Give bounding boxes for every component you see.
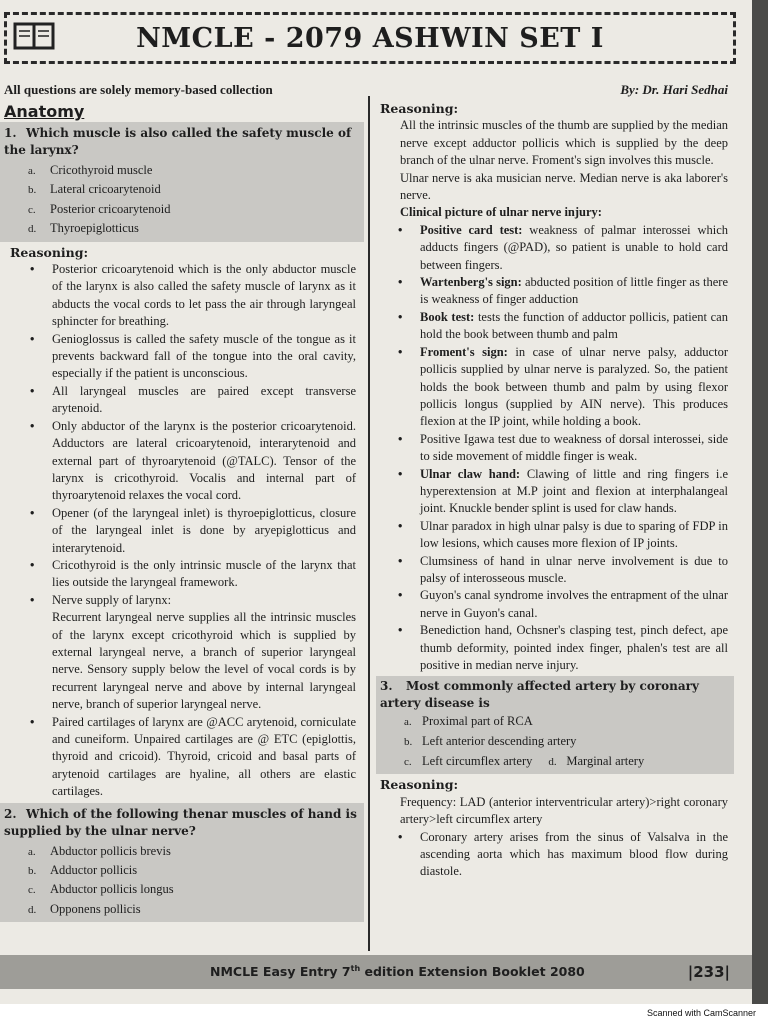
reasoning-heading: Reasoning: — [380, 101, 459, 116]
list-item: • Clumsiness of hand in ulnar nerve involvement is due to palsy of interosseous muscle. — [420, 553, 728, 588]
clinical-heading: Clinical picture of ulnar nerve injury: — [400, 205, 602, 220]
page-footer — [0, 955, 752, 989]
list-item: • Guyon's canal syndrome involves the entrapment of the ulnar nerve in Guyon's canal. — [420, 587, 728, 622]
list-item: • Wartenberg's sign: abducted position of little finger as there is weakness of finger adduction — [420, 274, 728, 309]
list-item: • Benediction hand, Ochsner's clasping test, pinch defect, ape thumb deformity, pointed index finger, phalen's test are all positive in median nerve injury. — [420, 622, 728, 674]
list-item: • Ulnar claw hand: Clawing of little and ring fingers i.e hyperextension at M.P joint and flexion at interphalangeal joint. Knuckle bender splint is used for claw hands. — [420, 466, 728, 518]
collection-note: All questions are solely memory-based collection — [4, 82, 273, 97]
reasoning-heading: Reasoning: — [10, 244, 89, 260]
option-d: d. Opponens pollicis — [28, 901, 141, 916]
page-number: |233| — [687, 963, 730, 981]
list-item: • Froment's sign: in case of ulnar nerve palsy, adductor pollicis supplied by ulnar nerve is paralyzed. So, the patient holds the book between thumb and palm by using flexor pollicis longus (supplied by AIN nerve). This produces flexion at the IP joint, while holding a book. — [420, 344, 728, 431]
coronary-list — [376, 829, 734, 881]
list-item: • Posterior cricoarytenoid which is the only abductor muscle of the larynx is also called the safety muscle of larynx as it abducts the vocal cords to let pass the air through laryngeal sphincter for breathing. — [52, 261, 356, 331]
left-column — [0, 102, 364, 922]
paragraph: Frequency: LAD (anterior interventricular artery)>right coronary artery>left circumflex artery — [400, 794, 728, 827]
question-text: 3. Most commonly affected artery by coronary artery disease is — [380, 679, 699, 711]
footer-text: NMCLE Easy Entry 7th edition Extension Booklet 2080 — [210, 964, 585, 980]
header-banner — [4, 12, 736, 64]
list-item: • Ulnar paradox in high ulnar palsy is due to sparing of FDP in low lesions, which causes more flexion of IP joints. — [420, 518, 728, 553]
option-b: b. Left anterior descending artery — [404, 734, 577, 749]
list-item: • Positive card test: weakness of palmar interossei which adducts fingers (@PAD), so patient is unable to hold card between fingers. — [420, 222, 728, 274]
column-divider — [368, 96, 370, 951]
option-c-d: c. Left circumflex artery d. Marginal artery — [404, 754, 645, 769]
nerve-supply-label: Nerve supply of larynx: — [52, 592, 172, 607]
option-a: a. Cricothyroid muscle — [28, 163, 153, 177]
question-text: 2. Which of the following thenar muscles of hand is supplied by the ulnar nerve? — [4, 806, 357, 838]
question-2 — [0, 803, 364, 923]
option-c: c. Posterior cricoarytenoid — [28, 201, 171, 216]
subheading — [4, 82, 728, 98]
list-item: • Cricothyroid is the only intrinsic muscle of the larynx that lies outside the laryngeal framework. — [52, 557, 356, 592]
option-a: a. Proximal part of RCA — [404, 714, 533, 729]
book-icon — [13, 21, 55, 51]
question-1 — [0, 122, 364, 242]
options — [380, 712, 730, 772]
paragraph: All the intrinsic muscles of the thumb are supplied by the median nerve except adductor pollicis which is supplied by the deep branch of the ulnar nerve. Froment's sign involves this muscle. — [400, 118, 728, 168]
list-item: • Coronary artery arises from the sinus of Valsalva in the ascending aorta which has maximum blood flow during diastole. — [420, 829, 728, 881]
reasoning-heading: Reasoning: — [380, 777, 459, 793]
option-b: b. Lateral cricoarytenoid — [28, 182, 161, 197]
question-text: 1. Which muscle is also called the safety muscle of the larynx? — [4, 126, 352, 157]
options — [4, 161, 360, 239]
paragraph: Ulnar nerve is aka musician nerve. Median nerve is aka laborer's nerve. — [400, 170, 728, 203]
options — [4, 842, 360, 920]
option-c: c. Abductor pollicis longus — [28, 882, 174, 897]
right-column — [376, 98, 734, 881]
clinical-list — [376, 222, 734, 675]
author: By: Dr. Hari Sedhai — [620, 82, 728, 97]
reasoning-list — [0, 261, 364, 801]
list-item — [52, 592, 356, 714]
option-d: d. Thyroepiglotticus — [28, 221, 139, 236]
list-item: • All laryngeal muscles are paired except transverse arytenoid. — [52, 383, 356, 418]
list-item: • Book test: tests the function of adductor pollicis, patient can hold the book between thumb and palm — [420, 309, 728, 344]
scanner-watermark: Scanned with CamScanner — [646, 1008, 756, 1018]
list-item: • Paired cartilages of larynx are @ACC arytenoid, corniculate and cuneiform. Unpaired cartilages are @ ETC (epiglottis, thyroid and cricoid). Thyroid, cricoid and basal parts of arytenoid cartilages are hyaline, all others are elastic cartilages. — [52, 714, 356, 801]
option-b: b. Adductor pollicis — [28, 863, 138, 878]
page-title: NMCLE - 2079 ASHWIN SET I — [136, 22, 604, 54]
list-item: • Genioglossus is called the safety muscle of the tongue as it prevents backward fall of the tongue into the oral cavity, especially if the patient is unconscious. — [52, 331, 356, 383]
list-item: • Opener (of the laryngeal inlet) is thyroepiglotticus, closure of the laryngeal inlet is done by aryepiglotticus and interarytenoid. — [52, 505, 356, 557]
option-a: a. Abductor pollicis brevis — [28, 843, 171, 858]
list-item: • Only abductor of the larynx is the posterior cricoarytenoid. Adductors are lateral cricoarytenoid, interarytenoid and external part of thyroarytenoid (@TALC). Tensor of the larynx is cricothyroid. Vocalis and internal part of thyroarytenoid relaxes the vocal cord. — [52, 418, 356, 505]
nerve-supply-text: Recurrent laryngeal nerve supplies all the intrinsic muscles of the larynx except cricothyroid which is supplied by external laryngeal nerve, a branch of superior laryngeal nerve. Sensory supply below the level of vocal cords is by recurrent laryngeal nerve and above by internal laryngeal nerve, branch of superior laryngeal nerve. — [52, 610, 356, 712]
list-item: • Positive Igawa test due to weakness of dorsal interossei, side to side movement of middle finger is weak. — [420, 431, 728, 466]
section-title: Anatomy — [4, 102, 85, 121]
question-3 — [376, 676, 734, 774]
